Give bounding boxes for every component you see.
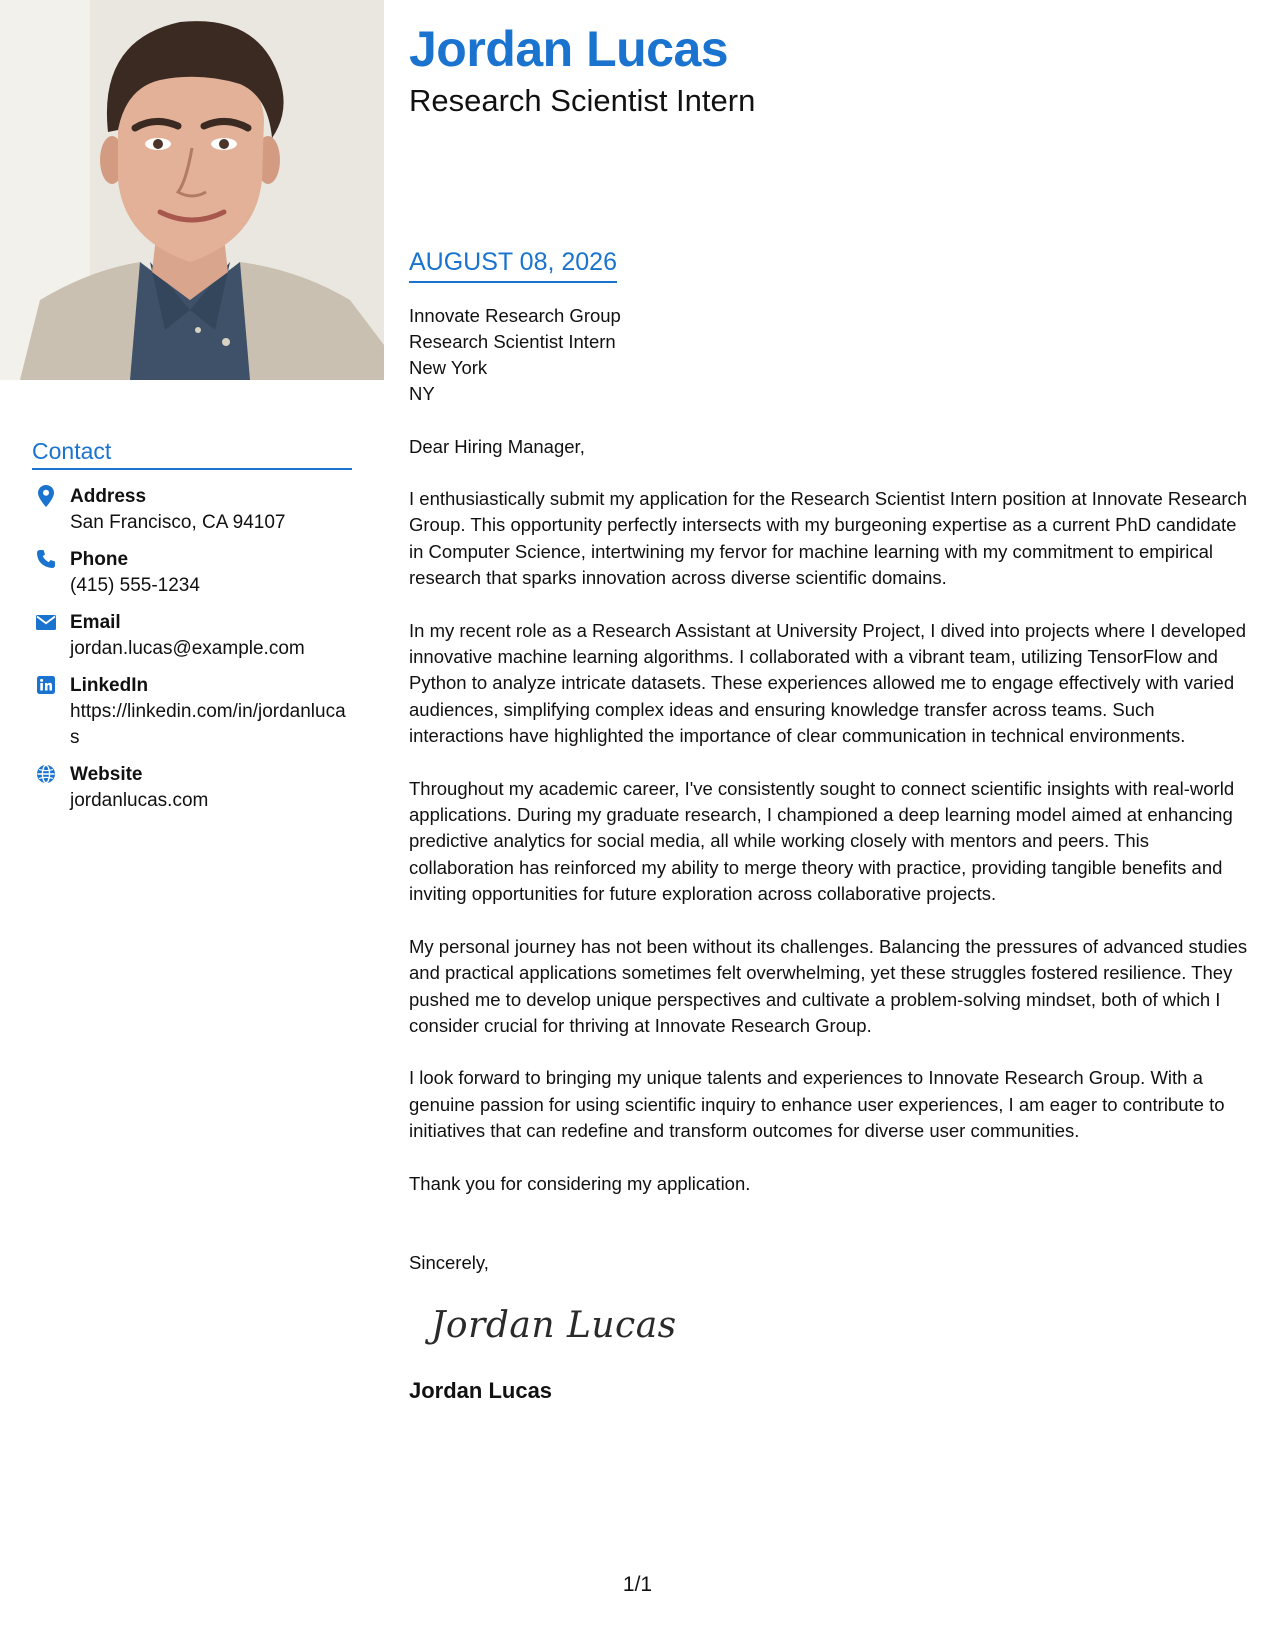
closing: Sincerely,	[409, 1251, 489, 1273]
email-label: Email	[70, 612, 121, 633]
contact-website	[32, 762, 352, 814]
phone-icon	[34, 547, 58, 571]
address-label: Address	[70, 486, 147, 507]
recipient-company: Innovate Research Group	[409, 305, 621, 326]
salutation: Dear Hiring Manager,	[409, 436, 585, 457]
contact-phone	[32, 547, 352, 599]
contact-linkedin	[32, 673, 352, 751]
candidate-title: Research Scientist Intern	[409, 83, 756, 118]
recipient-position: Research Scientist Intern	[409, 331, 616, 352]
paragraph-forward: I look forward to bringing my unique talents and experiences to Innovate Research Group. With a genuine passion for using scientific inquiry to enhance user experiences, I am eager to contribute to initiatives that can redefine and transform outcomes for diverse user communities.	[409, 1067, 1225, 1142]
linkedin-value[interactable]: https://linkedin.com/in/jordanlucas	[70, 701, 346, 748]
website-value[interactable]: jordanlucas.com	[70, 790, 209, 811]
contact-address	[32, 484, 352, 536]
email-value: jordan.lucas@example.com	[70, 638, 305, 659]
website-label: Website	[70, 764, 143, 785]
recipient-block	[409, 303, 1254, 407]
linkedin-icon	[34, 673, 58, 697]
envelope-icon	[34, 610, 58, 634]
letter-body	[409, 248, 1254, 1405]
recipient-city: New York	[409, 357, 488, 378]
letter-date: AUGUST 08, 2026	[409, 248, 617, 283]
linkedin-label: LinkedIn	[70, 675, 149, 696]
paragraph-experience: In my recent role as a Research Assistant at University Project, I dived into projects where I developed innovative machine learning algorithms. I collaborated with a vibrant team, utilizing TensorFlow and Python to analyze intricate datasets. These experiences allowed me to engage effectively with varied audiences, simplifying complex ideas and ensuring knowledge transfer across teams. Such interactions have highlighted the importance of clear communication in technical environments.	[409, 619, 1247, 747]
contact-section	[32, 438, 352, 825]
globe-icon	[34, 762, 58, 786]
contact-email	[32, 610, 352, 662]
paragraph-thanks: Thank you for considering my application.	[409, 1172, 751, 1194]
page-number: 1/1	[622, 1573, 653, 1596]
map-pin-icon	[34, 484, 58, 508]
phone-label: Phone	[70, 549, 129, 570]
recipient-state: NY	[409, 383, 435, 404]
contact-heading: Contact	[32, 438, 352, 470]
paragraph-academic: Throughout my academic career, I've consistently sought to connect scientific insights with real-world applications. During my graduate research, I championed a deep learning model aimed at enhancing predictive analytics for social media, all while working closely with mentors and peers. This collaboration has reinforced my ability to merge theory with practice, providing tangible benefits and inviting opportunities for future exploration across collaborative projects.	[409, 777, 1235, 905]
profile-photo	[0, 0, 384, 380]
phone-value: (415) 555-1234	[70, 575, 200, 596]
paragraph-personal: My personal journey has not been without its challenges. Balancing the pressures of advanced studies and practical applications sometimes felt overwhelming, yet these struggles fostered resilience. They pushed me to develop unique perspectives and cultivate a problem-solving mindset, both of which I consider crucial for thriving at Innovate Research Group.	[409, 935, 1248, 1036]
handwritten-signature: Jordan Lucas	[431, 1304, 677, 1346]
candidate-name: Jordan Lucas	[409, 21, 729, 77]
paragraph-intro: I enthusiastically submit my application for the Research Scientist Intern position at Innovate Research Group. This opportunity perfectly intersects with my burgeoning expertise as a current PhD candidate in Computer Science, intertwining my fervor for machine learning with my commitment to empirical research that sparks innovation across diverse scientific domains.	[409, 488, 1248, 589]
address-value: San Francisco, CA 94107	[70, 512, 286, 533]
signed-name: Jordan Lucas	[409, 1378, 553, 1404]
